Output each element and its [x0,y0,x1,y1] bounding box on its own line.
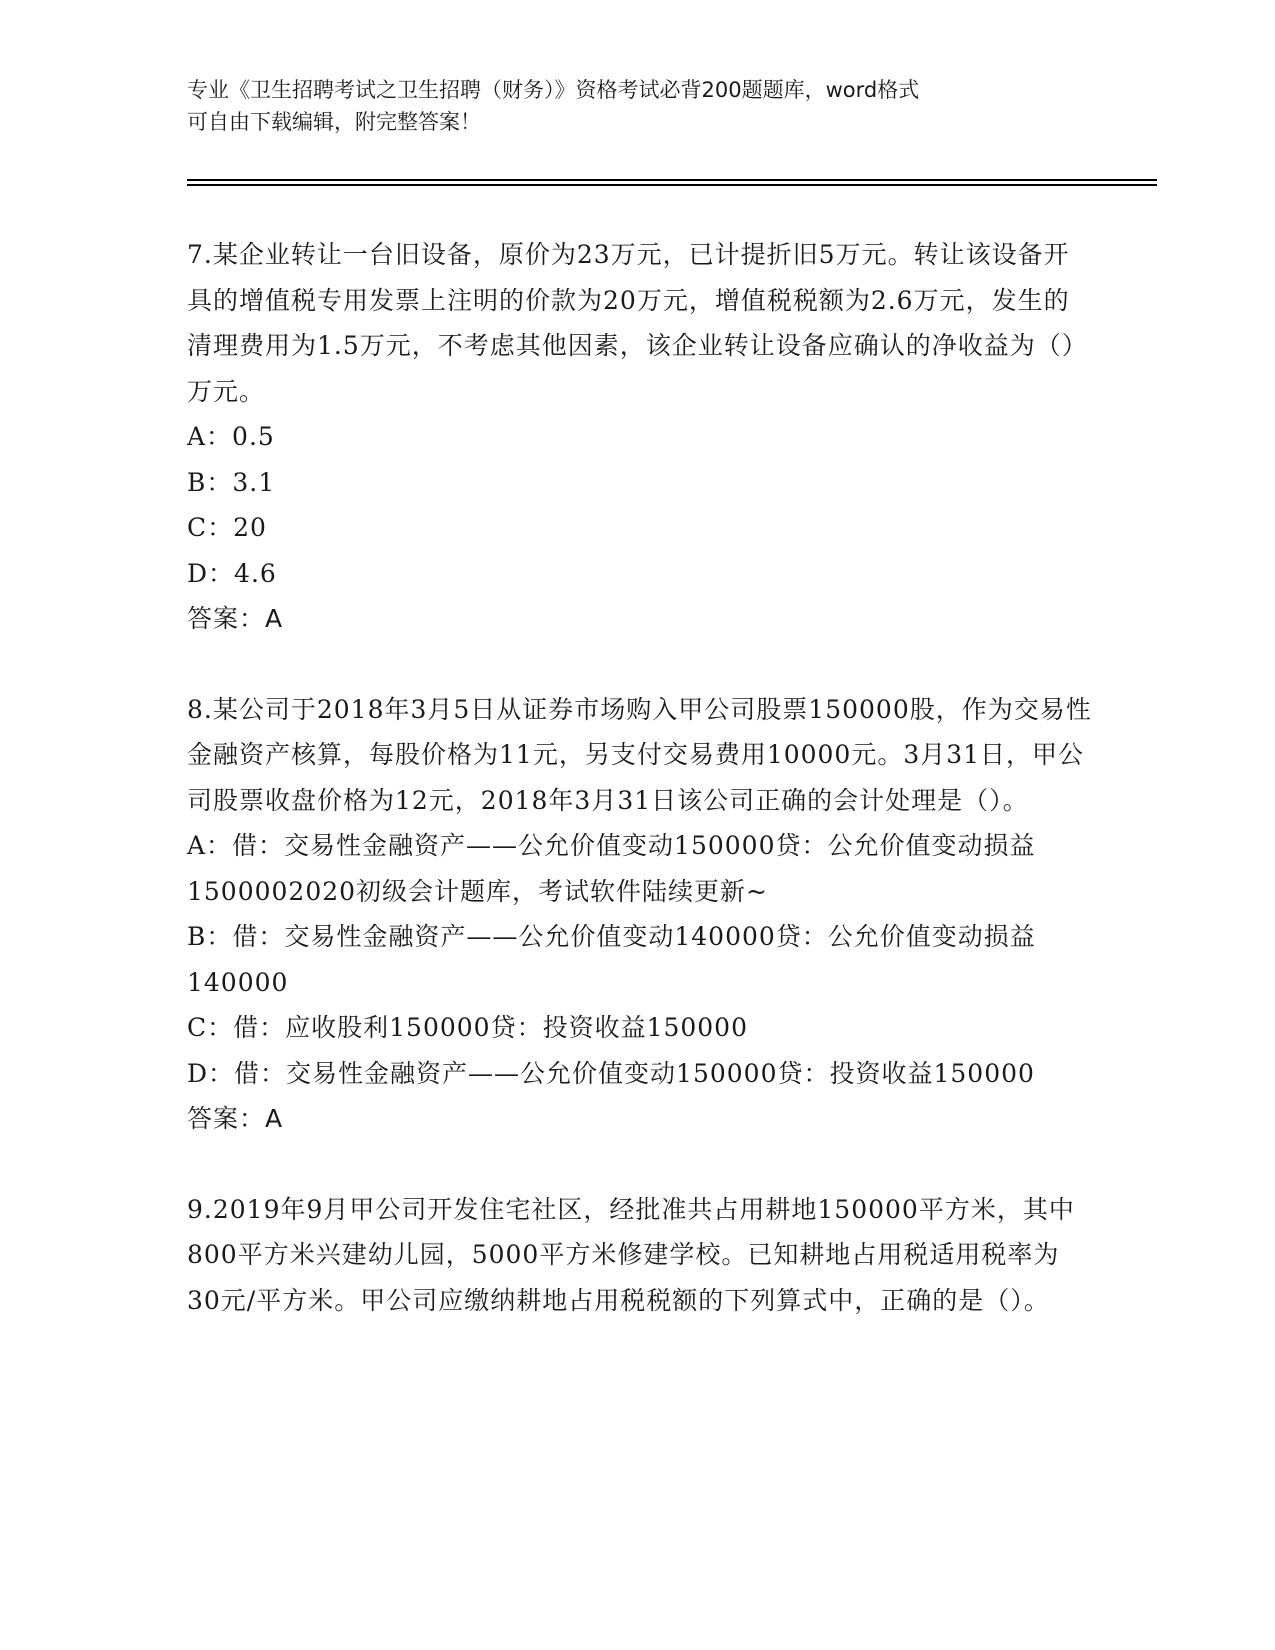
header-line-2: 可自由下载编辑，附完整答案！ [187,110,481,134]
option-c: C：借：应收股利150000贷：投资收益150000 [187,1013,748,1042]
header-divider-top [187,179,1157,181]
question-stem: 8.某公司于2018年3月5日从证券市场购入甲公司股票150000股，作为交易性金融资产核算，每股价格为11元，另支付交易费用10000元。3月31日，甲公司股票收盘价格为12元，2018年3月31日该公司正确的会计处理是（）。 [187,694,1092,815]
option-a: A：0.5 [187,422,275,451]
document-header [187,74,1087,138]
option-b: B：3.1 [187,467,276,497]
question-stem: 7.某企业转让一台旧设备，原价为23万元，已计提折旧5万元。转让该设备开具的增值税专用发票上注明的价款为20万元，增值税税额为2.6万元，发生的清理费用为1.5万元，不考虑其他因素，该企业转让设备应确认的净收益为（）万元。 [187,240,1088,406]
question-8 [187,687,1092,1142]
answer-label: 答案：A [187,1104,284,1133]
question-9 [187,1187,1092,1324]
option-d: D：借：交易性金融资产——公允价值变动150000贷：投资收益150000 [187,1058,1035,1088]
question-list [187,232,1092,1323]
question-7 [187,232,1092,642]
option-d: D：4.6 [187,558,277,588]
header-divider-bottom [187,184,1157,186]
header-line-1: 专业《卫生招聘考试之卫生招聘（财务）》资格考试必背200题题库，word格式 [187,78,920,102]
question-stem: 9.2019年9月甲公司开发住宅社区，经批准共占用耕地150000平方米，其中800平方米兴建幼儿园，5000平方米修建学校。已知耕地占用税适用税率为30元/平方米。甲公司应缴纳耕地占用税税额的下列算式中，正确的是（）。 [187,1194,1075,1315]
option-a: A：借：交易性金融资产——公允价值变动150000贷：公允价值变动损益1500002020初级会计题库，考试软件陆续更新~ [187,831,1036,906]
option-c: C：20 [187,513,267,542]
option-b: B：借：交易性金融资产——公允价值变动140000贷：公允价值变动损益140000 [187,922,1036,997]
answer-label: 答案：A [187,604,284,633]
